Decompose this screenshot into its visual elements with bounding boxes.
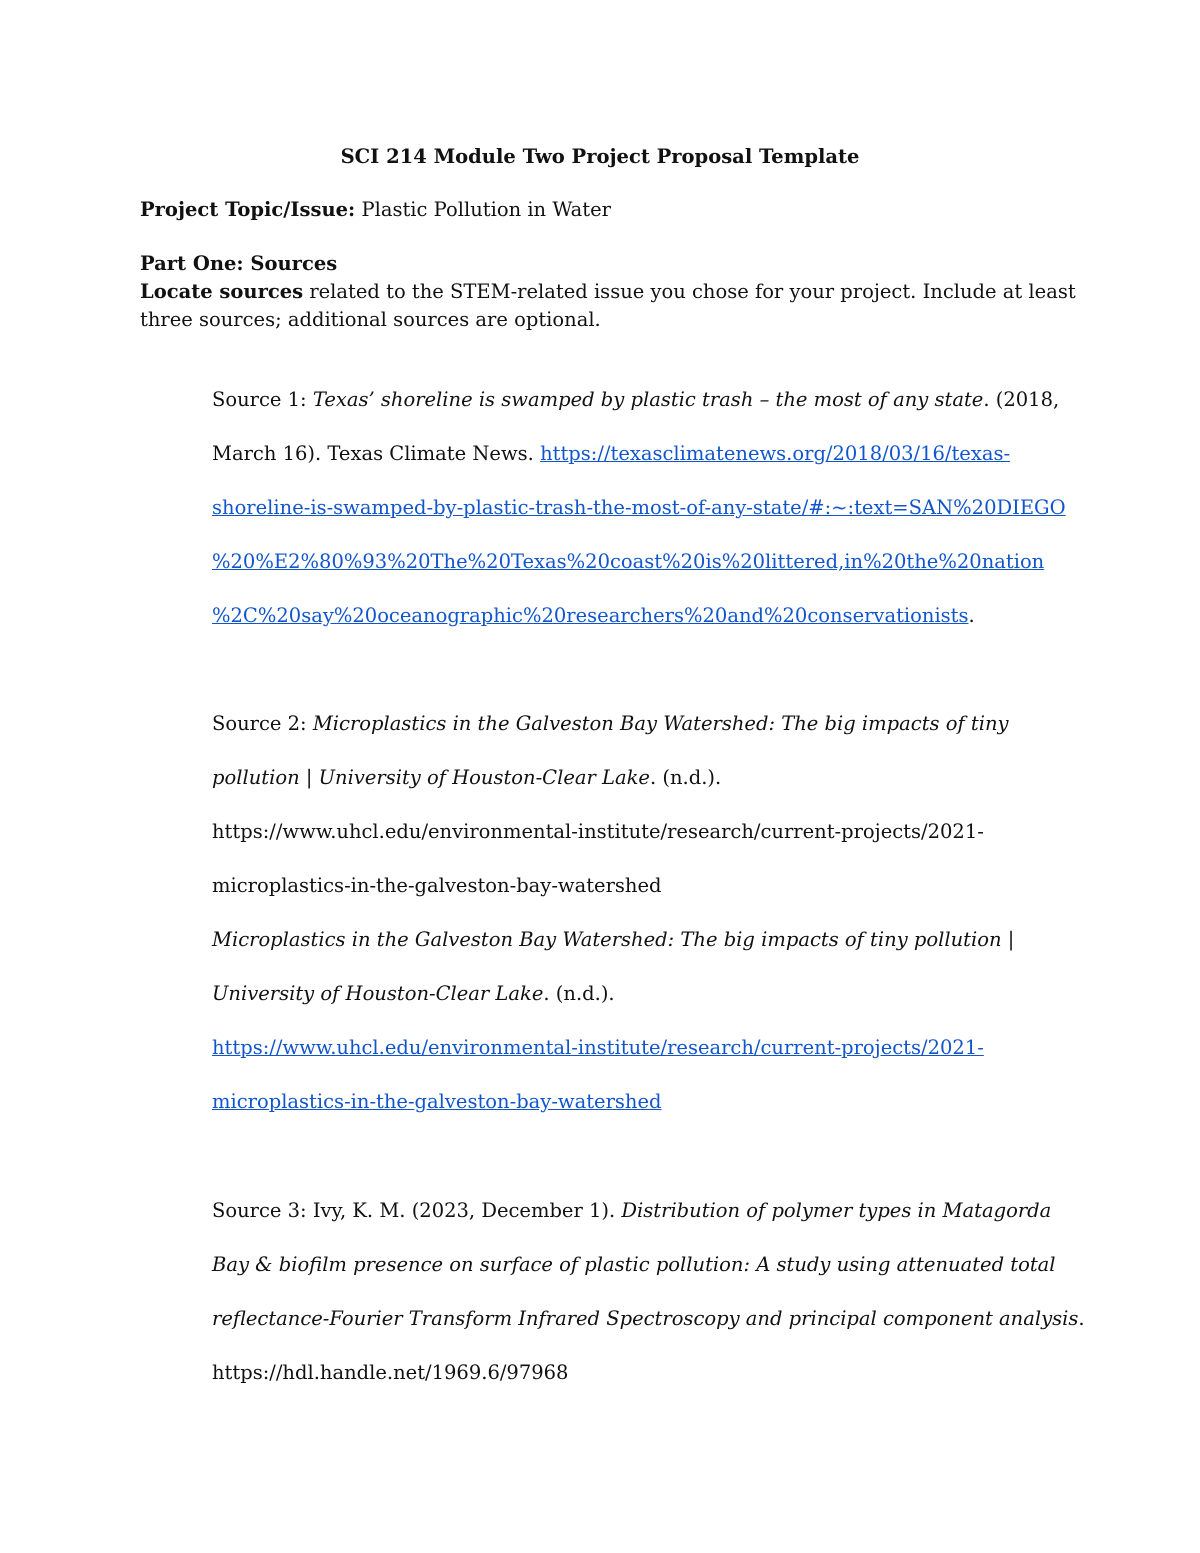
source2-repeat-date: . (n.d.). xyxy=(543,982,615,1005)
project-topic-line xyxy=(140,197,611,223)
source3-title-part1: Distribution of polymer types in Matagorda xyxy=(621,1199,1052,1222)
source1-url-link-part2[interactable]: shoreline-is-swamped-by-plastic-trash-the-most-of-any-state/#:~:text=SAN%20DIEGO xyxy=(212,496,1066,519)
source3-url: https://hdl.handle.net/1969.6/97968 xyxy=(212,1361,569,1384)
source1-line4 xyxy=(212,549,1044,575)
source2-line2 xyxy=(212,765,721,791)
source1-line5 xyxy=(212,603,975,629)
source2-line8 xyxy=(212,1089,662,1115)
topic-label: Project Topic/Issue: xyxy=(140,198,356,221)
source2-label: Source 2: xyxy=(212,712,307,735)
instruction-bold: Locate sources xyxy=(140,280,304,303)
source2-url-link-part2[interactable]: microplastics-in-the-galveston-bay-watershed xyxy=(212,1090,662,1113)
page-title: SCI 214 Module Two Project Proposal Template xyxy=(340,145,860,168)
source2-title-part2: pollution | University of Houston-Clear Lake xyxy=(212,766,650,789)
source3-line2 xyxy=(212,1252,1056,1278)
source1-end: . xyxy=(968,604,975,627)
source1-url-link-part4[interactable]: %2C%20say%20oceanographic%20researchers%20and%20conservationists xyxy=(212,604,969,627)
source2-title-part1: Microplastics in the Galveston Bay Watershed: The big impacts of tiny xyxy=(312,712,1009,735)
source1-line3 xyxy=(212,495,1066,521)
source2-line5 xyxy=(212,927,1014,953)
source1-title: Texas’ shoreline is swamped by plastic trash – the most of any state xyxy=(312,388,984,411)
source1-url-link-part3[interactable]: %20%E2%80%93%20The%20Texas%20coast%20is%20littered,in%20the%20nation xyxy=(212,550,1045,573)
source3-label: Source 3: xyxy=(212,1199,307,1222)
source1-label: Source 1: xyxy=(212,388,307,411)
source3-title-part2: Bay & biofilm presence on surface of plastic pollution: A study using attenuated total xyxy=(212,1253,1056,1276)
instruction-line-1 xyxy=(140,279,1076,305)
source2-line7 xyxy=(212,1035,984,1061)
source3-line3 xyxy=(212,1306,1085,1332)
source2-line1 xyxy=(212,711,1009,737)
source2-plain-url-part2: microplastics-in-the-galveston-bay-watershed xyxy=(212,874,662,897)
source1-date: . (2018, xyxy=(983,388,1060,411)
source2-date: . (n.d.). xyxy=(649,766,722,789)
source1-line1 xyxy=(212,387,1059,413)
source3-author: Ivy, K. M. (2023, December 1). xyxy=(306,1199,622,1222)
source2-url-link-part1[interactable]: https://www.uhcl.edu/environmental-institute/research/current-projects/2021- xyxy=(212,1036,984,1059)
topic-value: Plastic Pollution in Water xyxy=(361,198,611,221)
source3-title-part3: reflectance-Fourier Transform Infrared Spectroscopy and principal component analysis xyxy=(212,1307,1079,1330)
instruction-line-2: three sources; additional sources are optional. xyxy=(140,308,601,331)
source3-end: . xyxy=(1078,1307,1085,1330)
source1-line2 xyxy=(212,441,1010,467)
instruction-text-1: related to the STEM-related issue you chose for your project. Include at least xyxy=(303,280,1076,303)
source1-publisher: March 16). Texas Climate News. xyxy=(212,442,541,465)
source3-line1 xyxy=(212,1198,1051,1224)
source2-repeat-title-part2: University of Houston-Clear Lake xyxy=(212,982,544,1005)
source1-url-link-part1[interactable]: https://texasclimatenews.org/2018/03/16/texas- xyxy=(540,442,1011,465)
part-one-heading: Part One: Sources xyxy=(140,252,338,275)
source2-repeat-title-part1: Microplastics in the Galveston Bay Watershed: The big impacts of tiny pollution | xyxy=(212,928,1015,951)
source2-plain-url-part1: https://www.uhcl.edu/environmental-institute/research/current-projects/2021- xyxy=(212,820,984,843)
source2-line6 xyxy=(212,981,615,1007)
